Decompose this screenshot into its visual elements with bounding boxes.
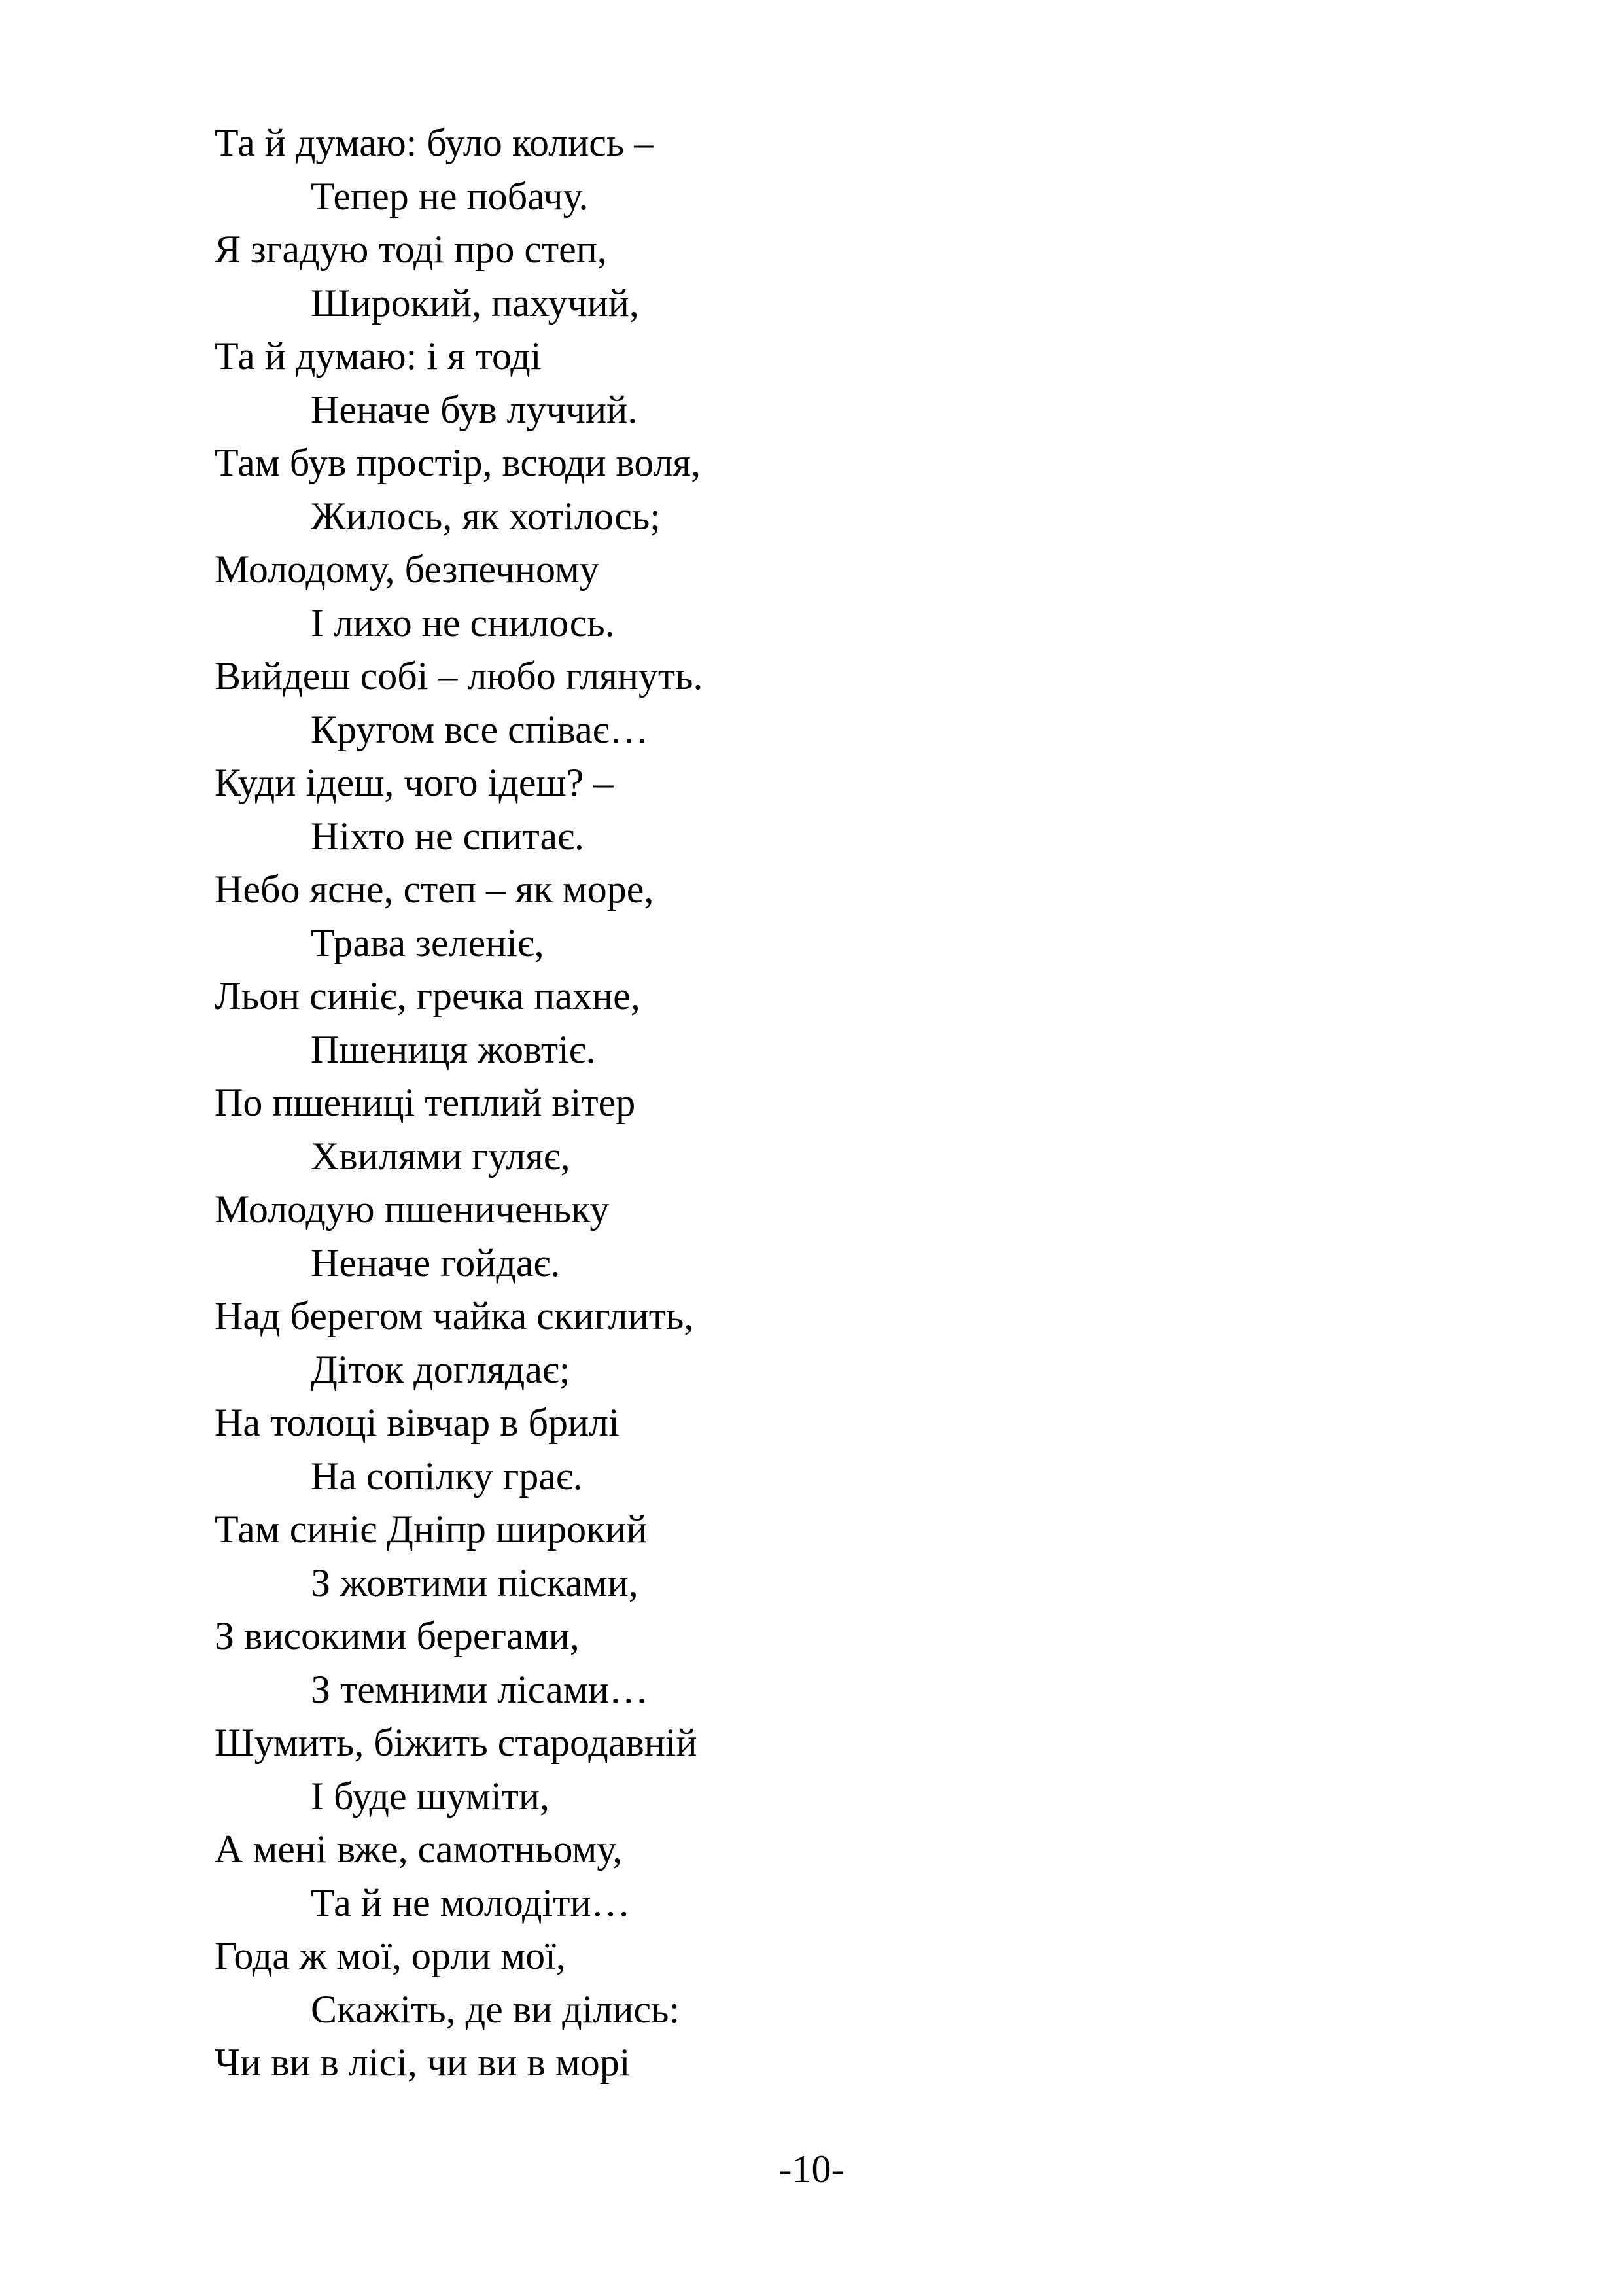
- poem-line: Та й не молодіти…: [311, 1881, 631, 1924]
- poem-line: На сопілку грає.: [311, 1454, 583, 1498]
- poem-line: Небо ясне, степ – як море,: [215, 868, 654, 911]
- poem-line: І буде шуміти,: [311, 1774, 550, 1818]
- page-number: -10-: [778, 2147, 845, 2191]
- poem-line: Трава зеленіє,: [311, 921, 544, 964]
- poem-line: А мені вже, самотньому,: [215, 1828, 623, 1871]
- poem-line: Года ж мої, орли мої,: [215, 1934, 566, 1977]
- poem-line: Діток доглядає;: [311, 1347, 570, 1391]
- poem-line: Неначе гойдає.: [311, 1241, 561, 1284]
- poem-line: Льон синіє, гречка пахне,: [215, 974, 640, 1017]
- poem-line: Жилось, як хотілось;: [311, 494, 661, 538]
- poem-line: Тепер не побачу.: [311, 174, 589, 218]
- poem-line: Там синіє Дніпр широкий: [215, 1508, 648, 1551]
- poem-line: Куди ідеш, чого ідеш? –: [215, 761, 614, 804]
- poem-line: З темними лісами…: [311, 1667, 648, 1711]
- poem-line: Там був простір, всюди воля,: [215, 441, 701, 484]
- poem-line: Скажіть, де ви ділись:: [311, 1987, 680, 2031]
- poem-line: Шумить, біжить стародавній: [215, 1721, 697, 1764]
- poem-line: Та й думаю: і я тоді: [215, 334, 542, 378]
- poem-line: З жовтими пісками,: [311, 1561, 638, 1604]
- poem-line: І лихо не снилось.: [311, 601, 615, 645]
- poem-line: Пшениця жовтіє.: [311, 1027, 596, 1071]
- poem-line: На толоці вівчар в брилі: [215, 1401, 620, 1444]
- poem-line: Широкий, пахучий,: [311, 281, 639, 325]
- poem-line: Чи ви в лісі, чи ви в морі: [215, 2041, 631, 2084]
- poem-line: Над берегом чайка скиглить,: [215, 1294, 694, 1337]
- poem-line: Неначе був луччий.: [311, 387, 638, 431]
- poem-line: Молодому, безпечному: [215, 548, 599, 591]
- poem-line: Кругом все співає…: [311, 707, 649, 751]
- poem-line: Я згадую тоді про степ,: [215, 228, 607, 271]
- poem-line: Ніхто не спитає.: [311, 814, 584, 858]
- poem-line: Молодую пшениченьку: [215, 1188, 610, 1231]
- poem-line: Хвилями гуляє,: [311, 1134, 570, 1178]
- poem-line: Вийдеш собі – любо глянуть.: [215, 654, 703, 698]
- poem-line: Та й думаю: було колись –: [215, 121, 654, 164]
- poem-text: [215, 116, 1457, 2090]
- poem-line: По пшениці теплий вітер: [215, 1081, 636, 1124]
- poem-line: З високими берегами,: [215, 1614, 580, 1657]
